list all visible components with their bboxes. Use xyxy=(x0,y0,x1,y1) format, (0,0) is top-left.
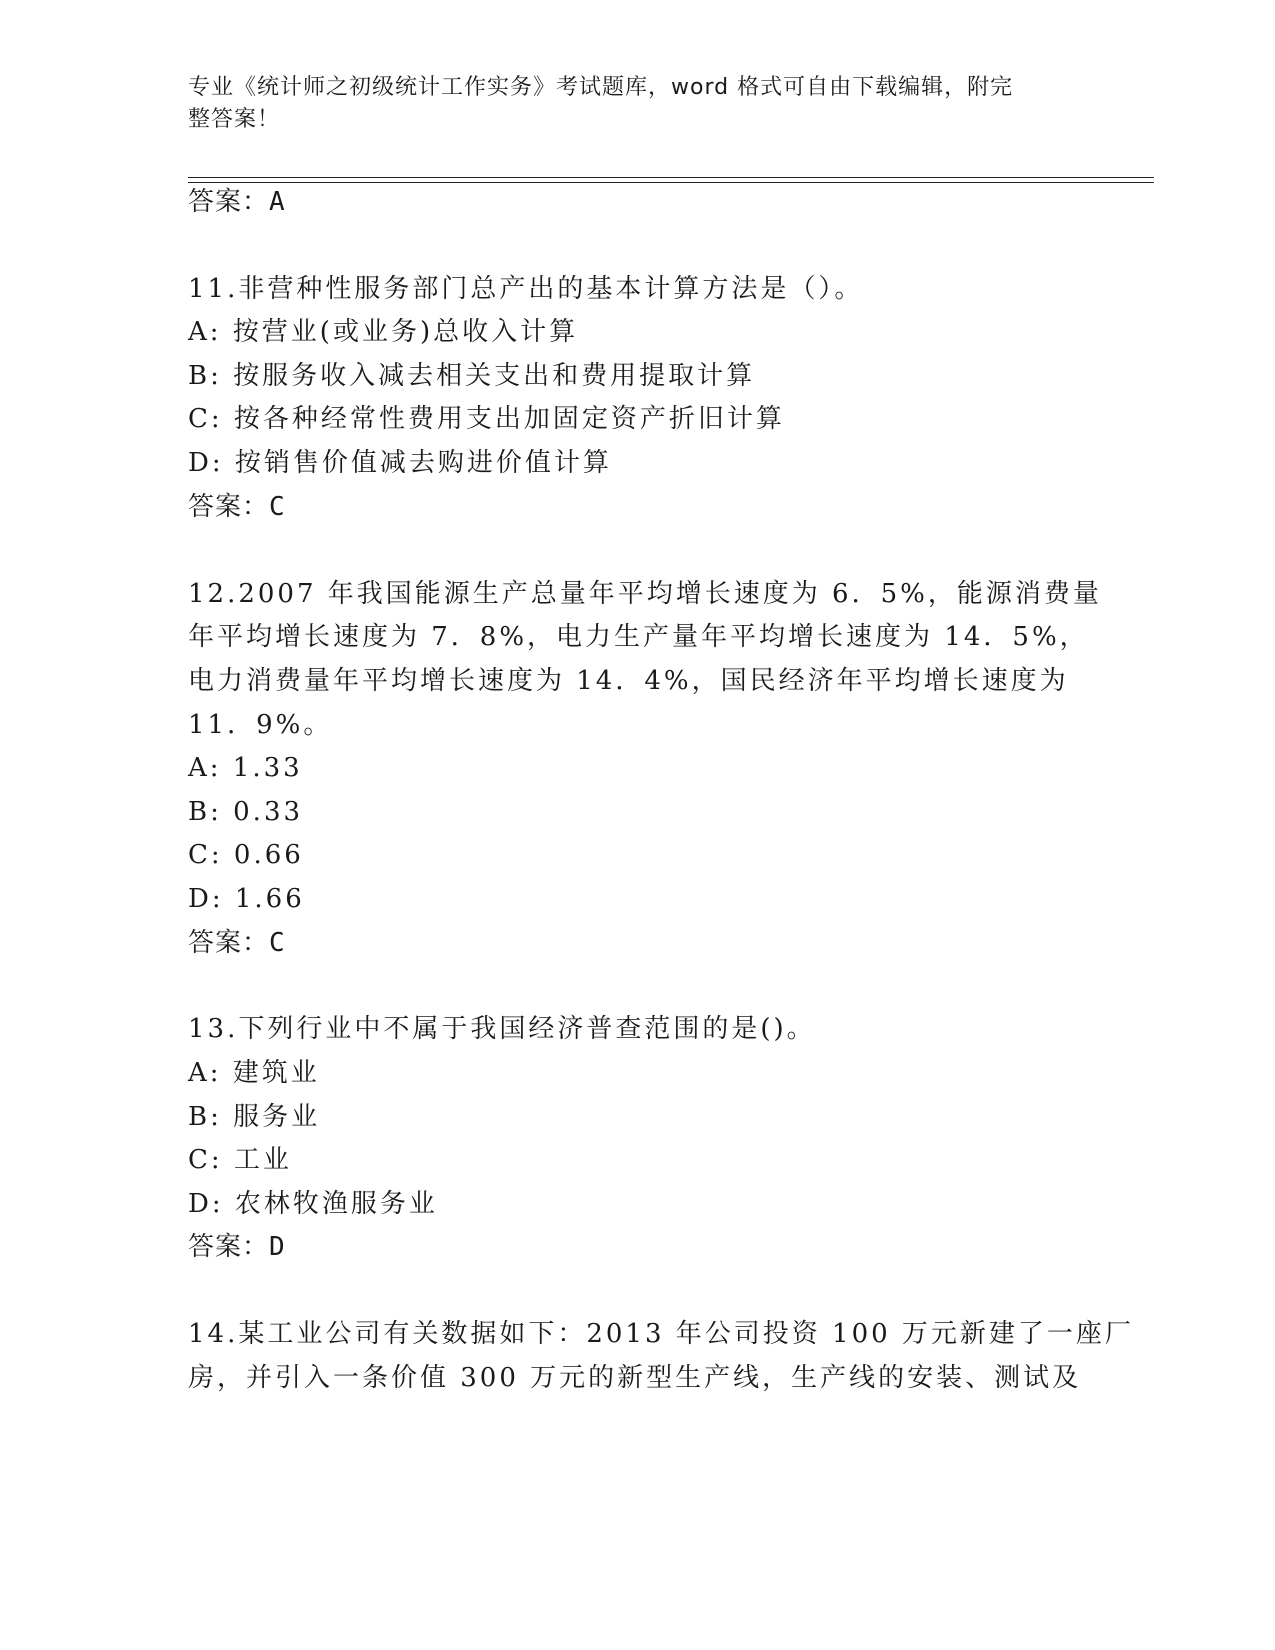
question-14-line-1: 14.某工业公司有关数据如下：2013 年公司投资 100 万元新建了一座厂 xyxy=(188,1319,1134,1349)
answer-value: A xyxy=(269,187,286,217)
document-header xyxy=(188,72,1068,136)
question-11: 11.非营种性服务部门总产出的基本计算方法是（）。 xyxy=(188,274,864,304)
option-13-a: A: 建筑业 xyxy=(188,1058,320,1088)
option-11-d: D: 按销售价值减去购进价值计算 xyxy=(188,448,612,478)
option-13-c: C: 工业 xyxy=(188,1145,292,1175)
answer-value: D xyxy=(269,1232,286,1262)
header-divider-bottom xyxy=(188,182,1154,183)
option-12-a: A: 1.33 xyxy=(188,753,303,783)
answer-13 xyxy=(188,1231,286,1263)
option-13-d: D: 农林牧渔服务业 xyxy=(188,1189,438,1219)
answer-label: 答案： xyxy=(188,492,270,522)
option-13-b: B: 服务业 xyxy=(188,1102,321,1132)
answer-value: C xyxy=(269,492,286,522)
question-12-line-3: 电力消费量年平均增长速度为 14．4%，国民经济年平均增长速度为 xyxy=(188,666,1069,696)
answer-label: 答案： xyxy=(188,187,270,217)
answer-11 xyxy=(188,491,286,523)
answer-label: 答案： xyxy=(188,1232,270,1262)
option-11-a: A: 按营业(或业务)总收入计算 xyxy=(188,317,579,347)
answer-value: C xyxy=(269,928,286,958)
header-line-2: 整答案！ xyxy=(188,107,281,132)
answer-12 xyxy=(188,927,286,959)
question-12-line-4: 11．9%。 xyxy=(188,710,333,740)
question-12-line-2: 年平均增长速度为 7．8%，电力生产量年平均增长速度为 14．5%， xyxy=(188,622,1089,652)
question-12-line-1: 12.2007 年我国能源生产总量年平均增长速度为 6．5%，能源消费量 xyxy=(188,579,1102,609)
option-12-c: C: 0.66 xyxy=(188,840,304,870)
option-12-b: B: 0.33 xyxy=(188,797,304,827)
header-divider-top xyxy=(188,177,1154,178)
answer-10 xyxy=(188,186,286,218)
header-line-1: 专业《统计师之初级统计工作实务》考试题库，word 格式可自由下载编辑，附完 xyxy=(188,75,1014,100)
answer-label: 答案： xyxy=(188,928,270,958)
option-11-b: B: 按服务收入减去相关支出和费用提取计算 xyxy=(188,361,756,391)
question-13: 13.下列行业中不属于我国经济普查范围的是()。 xyxy=(188,1014,816,1044)
option-11-c: C: 按各种经常性费用支出加固定资产折旧计算 xyxy=(188,404,785,434)
question-14-line-2: 房，并引入一条价值 300 万元的新型生产线，生产线的安装、测试及 xyxy=(188,1363,1082,1393)
option-12-d: D: 1.66 xyxy=(188,884,305,914)
